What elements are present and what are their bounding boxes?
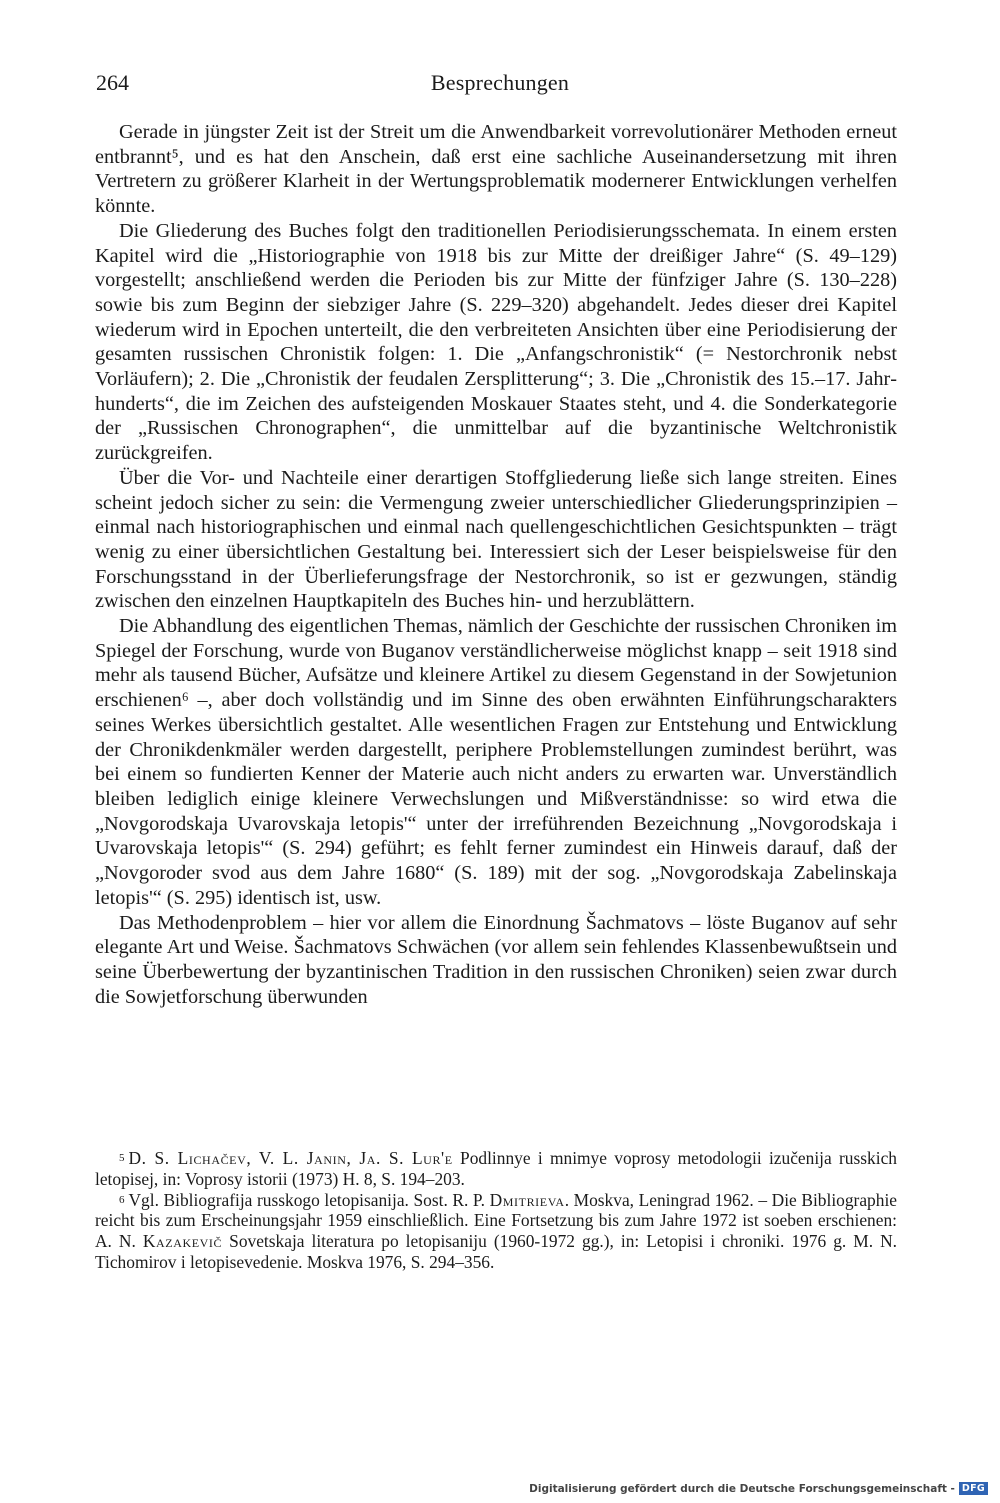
- footnote-authors: D. S. Lichačev, V. L. Janin, Ja. S. Lur'e: [128, 1148, 453, 1168]
- footnote-6: [95, 1190, 897, 1273]
- paragraph: Über die Vor- und Nachteile einer derartigen Stoffgliederung ließe sich lange streiten. Eines scheint jedoch sicher zu sein: die Vermengung zweier unterschiedlicher Gliederungsprinzipien – einmal nach historiographischen und einmal nach quellengeschichtlichen Gesichtspunkten – trägt wenig zu einer übersichtlichen Gestaltung bei. Interessiert sich der Leser beispielsweise für den Forschungsstand in der Überlieferungsfrage der Nestorchronik, so ist er gezwungen, ständig zwischen den einzelnen Hauptkapiteln des Buches hin- und herzublättern.: [95, 466, 897, 613]
- footnote-text: . Moskva, Leningrad 1962. – Die Bibliographie reicht bis zum Erscheinungsjahr 1959 einschließlich. Eine Fortsetzung bis zum Jahre 1972 ist soeben erschienen: A. N.: [95, 1189, 897, 1252]
- paragraph: Die Gliederung des Buches folgt den traditionellen Periodisierungsschemata. In einem ersten Kapitel wird die „Historiographie von 1918 bis zur Mitte der dreißiger Jahre“ (S. 49–129) vorgestellt; anschließend werden die Perioden bis zur Mitte der fünfziger Jahre (S. 130–228) sowie bis zum Beginn der siebziger Jahre (S. 229–320) abgehandelt. Jedes dieser drei Kapitel wiederum wird in Epochen unterteilt, die den verbreiteten Ansichten über eine Periodisierung der gesamten russischen Chronistik folgen: 1. Die „Anfangschronistik“ (= Nestorchronik nebst Vorläufern); 2. Die „Chronistik der feudalen Zersplitterung“; 3. Die „Chronistik des 15.–17. Jahrhunderts“, die im Zeichen des aufsteigenden Moskauer Staates steht, und 4. die Sonderkategorie der „Russischen Chronographen“, die unmittelbar auf die byzantinische Weltchronistik zurückgreifen.: [95, 219, 897, 465]
- footnote-5: [95, 1148, 897, 1190]
- paragraph: Das Methodenproblem – hier vor allem die Einordnung Šachmatovs – löste Buganov auf sehr elegante Art und Weise. Šachmatovs Schwächen (vor allem sein fehlendes Klassenbewußtsein und seine Überbewertung der byzantinischen Tradition in den russischen Chroniken) seien zwar durch die Sowjetforschung überwunden: [95, 911, 897, 1008]
- footnote-mark: 6: [119, 1193, 125, 1206]
- body-text: [95, 120, 897, 1009]
- page-number: 264: [96, 70, 129, 95]
- footnote-text: Sovetskaja literatura po letopisaniju (1960-1972 gg.), in: Letopisi i chroniki. 1976 g. M. N. Tichomirov i letopisevedenie. Moskva 1976, S. 294–356.: [95, 1231, 897, 1272]
- footnotes: [95, 1148, 897, 1273]
- digitization-banner: [529, 1482, 988, 1495]
- paragraph: Die Abhandlung des eigentlichen Themas, nämlich der Geschichte der russischen Chroniken im Spiegel der Forschung, wurde von Buganov verständlicherweise möglichst knapp – seit 1918 sind mehr als tausend Bücher, Aufsätze und kleinere Artikel zu diesem Gegenstand in der Sowjetunion erschienen⁶ –, aber doch vollständig und im Sinne des oben erwähnten Einführungscharakters seines Werkes übersichtlich gestaltet. Alle wesentlichen Fragen zur Entstehung und Entwicklung der Chronikdenkmäler werden dargestellt, periphere Problemstellungen zumindest berührt, was bei einem so fundierten Kenner der Materie auch nicht anders zu erwarten war. Unverständlich bleiben lediglich einige kleinere Verwechslungen und Mißverständnisse: so wird etwa die „Novgorodskaja Uvarovskaja letopis'“ unter der irreführenden Bezeichnung „Novgorodskaja i Uvarovskaja letopis'“ (S. 294) geführt; es fehlt ferner zumindest ein Hinweis darauf, daß der „Novgoroder svod aus dem Jahre 1680“ (S. 189) mit der sog. „Novgorodskaja Zabelinskaja letopis'“ (S. 295) identisch ist, usw.: [95, 615, 897, 909]
- running-head: Besprechungen: [430, 70, 570, 95]
- footnote-text: Vgl. Bibliografija russkogo letopisanija. Sost. R. P.: [128, 1189, 490, 1210]
- footnote-author: Kazakevič: [142, 1231, 223, 1252]
- footnote-author: Dmitrieva: [489, 1189, 565, 1210]
- banner-text: Digitalisierung gefördert durch die Deutsche Forschungsgemeinschaft -: [529, 1482, 955, 1495]
- footnote-mark: 5: [119, 1152, 125, 1164]
- footnote-text: Podlinnye i mnimye voprosy metodologii izučenija russkich letopisej, in: Voprosy istorii (1973) H. 8, S. 194–203.: [95, 1148, 897, 1189]
- dfg-logo-icon: DFG: [959, 1482, 988, 1495]
- paragraph: Gerade in jüngster Zeit ist der Streit um die Anwendbarkeit vorrevolutionärer Methoden erneut entbrannt⁵, und es hat den Anschein, daß erst eine sachliche Auseinandersetzung mit ihren Vertretern zu größerer Klarheit in der Wertungsproblematik modernerer Entwicklungen verhelfen könnte.: [95, 121, 897, 218]
